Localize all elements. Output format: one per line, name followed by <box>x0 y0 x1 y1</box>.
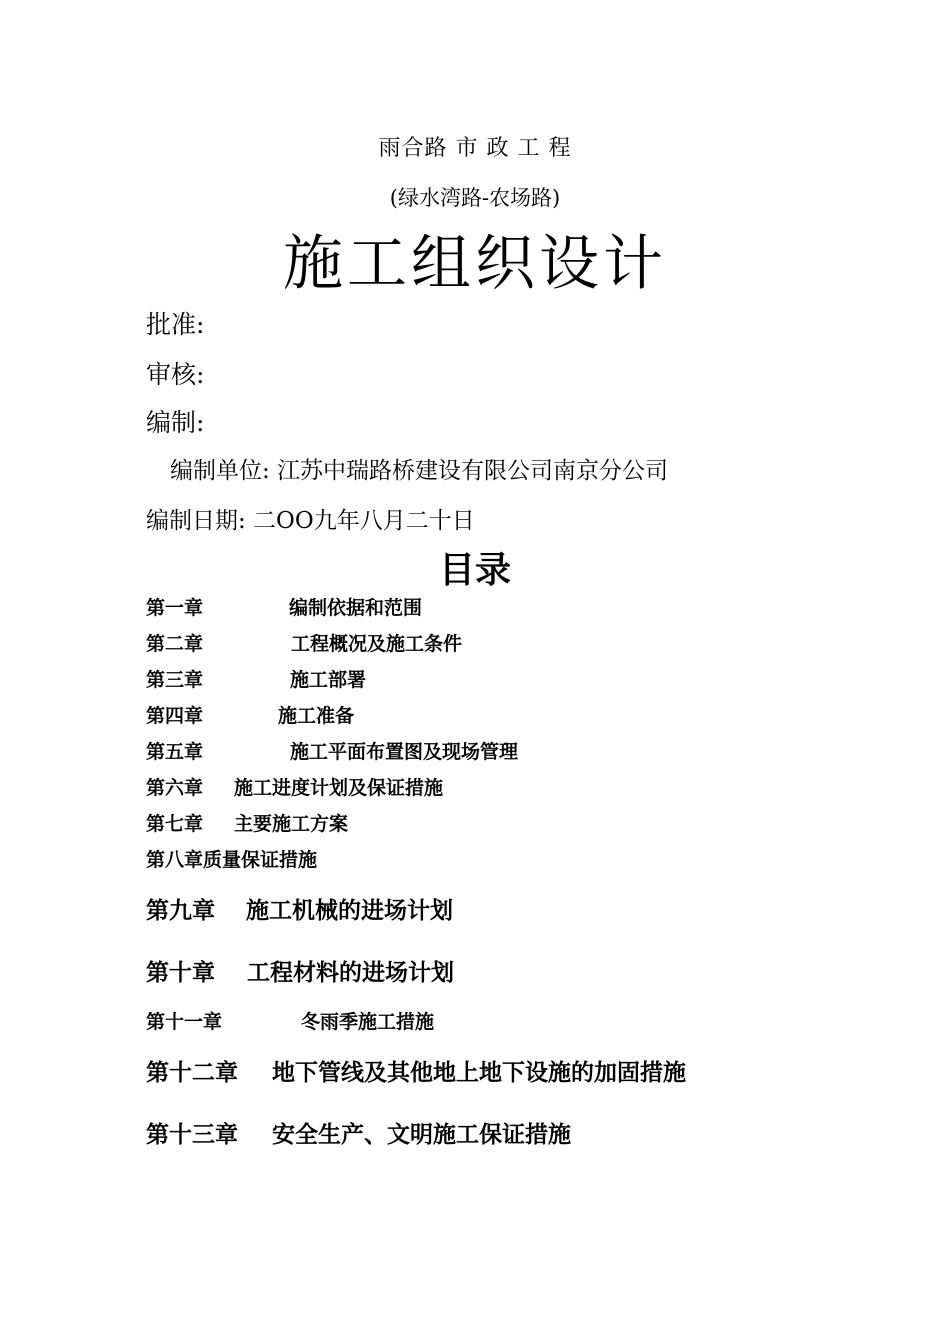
toc-chapter-title: 施工部署 <box>290 669 367 691</box>
toc-chapter-title: 冬雨季施工措施 <box>301 1011 435 1033</box>
toc-item-12 <box>146 1061 686 1084</box>
toc-chapter-number: 第八章 <box>146 849 204 871</box>
toc-item-4 <box>146 707 354 726</box>
project-name: 雨合路 市 政 工 程 <box>378 136 572 161</box>
toc-item-5 <box>146 743 518 762</box>
toc-chapter-number: 第十三章 <box>146 1121 238 1148</box>
toc-chapter-title: 工程材料的进场计划 <box>247 959 454 986</box>
toc-chapter-title: 工程概况及施工条件 <box>291 633 463 655</box>
toc-item-6 <box>146 779 443 798</box>
toc-item-2 <box>146 635 462 654</box>
toc-chapter-number: 第十一章 <box>146 1011 223 1033</box>
toc-chapter-number: 第四章 <box>146 705 204 727</box>
toc-chapter-number: 第三章 <box>146 669 204 691</box>
toc-chapter-number: 第十章 <box>146 959 215 986</box>
toc-chapter-number: 第五章 <box>146 741 204 763</box>
toc-chapter-number: 第一章 <box>146 597 204 619</box>
approve-label: 批准: <box>146 310 205 339</box>
toc-item-11 <box>146 1013 434 1032</box>
toc-chapter-number: 第六章 <box>146 777 204 799</box>
toc-title: 目录 <box>438 549 511 591</box>
toc-item-8 <box>146 851 317 870</box>
toc-chapter-title: 施工机械的进场计划 <box>246 897 453 924</box>
prepared-date: 编制日期: 二OO九年八月二十日 <box>146 508 475 534</box>
toc-chapter-title: 编制依据和范围 <box>289 597 423 619</box>
toc-item-3 <box>146 671 366 690</box>
toc-item-1 <box>146 599 422 618</box>
toc-chapter-title: 施工平面布置图及现场管理 <box>290 741 519 763</box>
prepare-label: 编制: <box>146 408 205 437</box>
toc-item-7 <box>146 815 348 834</box>
toc-chapter-number: 第二章 <box>146 633 204 655</box>
toc-chapter-number: 第九章 <box>146 897 215 924</box>
prepared-by-unit: 编制单位: 江苏中瑞路桥建设有限公司南京分公司 <box>170 458 669 484</box>
toc-chapter-title: 主要施工方案 <box>234 813 349 835</box>
review-label: 审核: <box>146 360 205 389</box>
project-section: (绿水湾路-农场路) <box>389 186 561 210</box>
toc-chapter-number: 第七章 <box>146 813 204 835</box>
toc-item-10 <box>146 961 454 984</box>
toc-chapter-number: 第十二章 <box>146 1059 238 1086</box>
toc-item-9 <box>146 899 453 922</box>
toc-chapter-title: 安全生产、文明施工保证措施 <box>272 1121 571 1148</box>
toc-item-13 <box>146 1123 571 1146</box>
toc-chapter-title: 质量保证措施 <box>203 849 318 871</box>
document-title: 施工组织设计 <box>283 229 667 299</box>
toc-chapter-title: 地下管线及其他地上地下设施的加固措施 <box>272 1059 686 1086</box>
toc-chapter-title: 施工进度计划及保证措施 <box>234 777 444 799</box>
toc-chapter-title: 施工准备 <box>278 705 355 727</box>
